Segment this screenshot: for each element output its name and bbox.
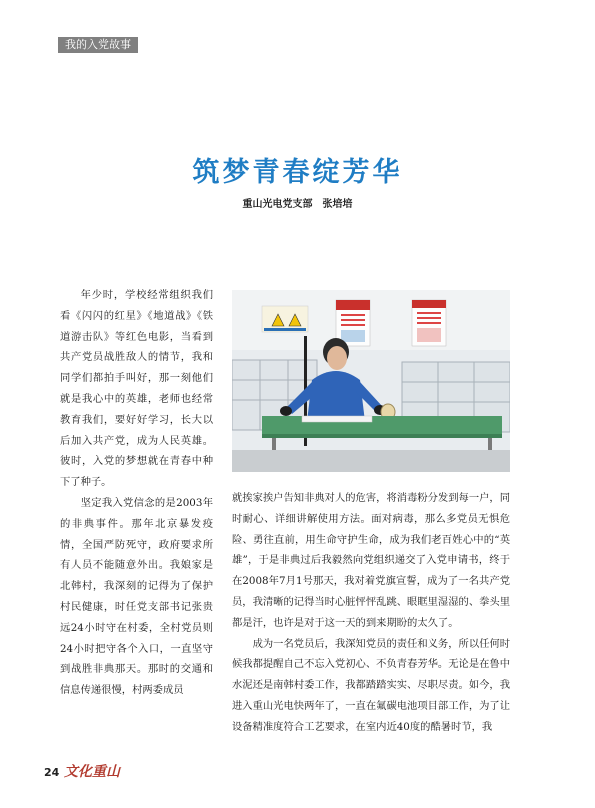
- article-column-right: [232, 488, 510, 738]
- page-number: 24: [44, 766, 60, 779]
- article-title: 筑梦青春绽芳华: [192, 157, 403, 188]
- paragraph: 年少时，学校经常组织我们看《闪闪的红星》《地道战》《铁道游击队》等红色电影，当看到共产党员战胜敌人的情节，我和同学们都拍手叫好，那一刻他们就是我心中的英雄，老师也经常教育我们，要好好学习，长大以后加入共产党，成为人民英雄。彼时，入党的梦想就在青春中种下了种子。: [60, 289, 213, 489]
- paragraph: 就挨家挨户告知非典对人的危害，将消毒粉分发到每一户，同时耐心、详细讲解使用方法。面对病毒，那么多党员无惧危险、勇往直前，用生命守护生命，成为我们老百姓心中的“英雄”，于是非典过后我毅然向党组织递交了入党申请书，终于在2008年7月1号那天，我对着党旗宣誓，成为了一名共产党员，我清晰的记得当时心脏怦怦乱跳、眼眶里湿湿的、拳头里都是汗，也许是对于这一天的到来期盼的太久了。: [232, 492, 511, 629]
- worker-photo: [232, 290, 510, 472]
- article-byline: 重山光电党支部 张培培: [242, 199, 353, 210]
- magazine-logo: 文化重山: [64, 764, 120, 780]
- section-tag: 我的入党故事: [58, 37, 138, 53]
- article-column-left: [60, 285, 213, 701]
- paragraph: 成为一名党员后，我深知党员的责任和义务，所以任何时候我都提醒自己不忘入党初心、不负青春芳华。无论是在鲁中水泥还是南韩村委工作，我都踏踏实实、尽职尽责。如今，我进入重山光电快两年了，一直在氟碳电池项目部工作，为了让设备精准度符合工艺要求，在室内近40度的酷暑时节，我: [232, 637, 511, 733]
- paragraph: 坚定我入党信念的是2003年的非典事件。那年北京暴发疫情，全国严防死守，政府要求所有人员不能随意外出。我娘家是北韩村，我深刻的记得为了保护村民健康，时任党支部书记张贵远24小时守在村委，全村党员则24小时把守各个入口，一直坚守到战胜非典那天。那时的交通和信息传递很慢，村两委成员: [60, 496, 213, 697]
